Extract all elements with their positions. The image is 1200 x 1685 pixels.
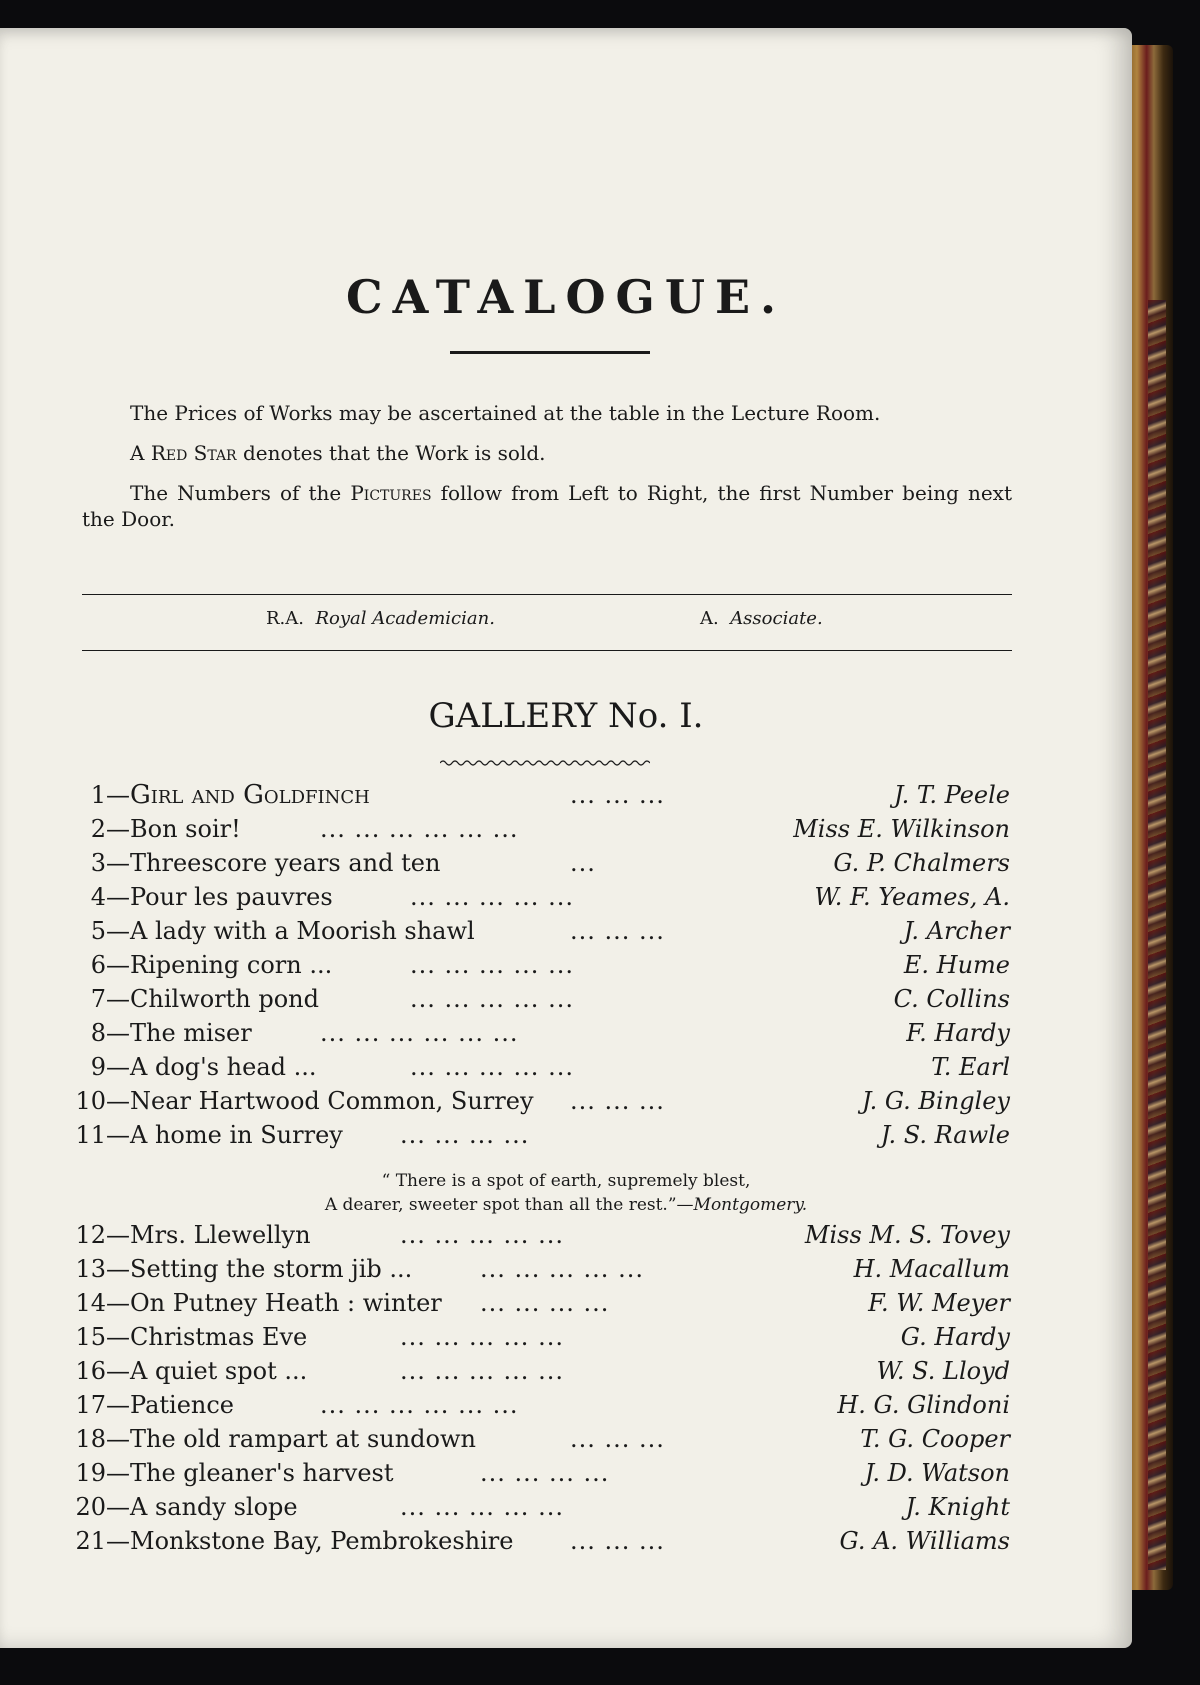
entry-artist: W. S. Lloyd xyxy=(876,1357,1010,1385)
entry-artist: J. G. Bingley xyxy=(861,1087,1010,1115)
entry-title: On Putney Heath : winter xyxy=(130,1289,442,1317)
quote-line-2: A dearer, sweeter spot than all the rest.”—Montgomery. xyxy=(324,1195,808,1215)
entry-number: 3— xyxy=(90,849,130,877)
entry-number: 17— xyxy=(75,1391,130,1419)
notice-prices xyxy=(82,400,1012,426)
entry-artist: J. D. Watson xyxy=(864,1459,1010,1487)
entry-title: The old rampart at sundown xyxy=(130,1425,476,1453)
entry-number: 11— xyxy=(75,1121,130,1149)
title-rule xyxy=(450,351,650,354)
entry-artist: T. G. Cooper xyxy=(860,1425,1010,1453)
entry-leader: ... ... ... xyxy=(570,1527,665,1555)
entry-title: Girl and Goldfinch xyxy=(130,780,370,810)
entry-artist: W. F. Yeames, A. xyxy=(814,883,1010,911)
entry-number: 7— xyxy=(90,985,130,1013)
catalogue-entry xyxy=(60,1254,1010,1284)
catalogue-entry xyxy=(60,1086,1010,1116)
entry-artist: H. G. Glindoni xyxy=(837,1391,1010,1419)
pictures-term: Pictures xyxy=(350,481,432,505)
entry-artist: C. Collins xyxy=(893,985,1010,1013)
entry-leader: ... ... ... xyxy=(570,917,665,945)
entry-artist: G. A. Williams xyxy=(839,1527,1010,1555)
catalogue-entry xyxy=(60,1492,1010,1522)
entry-title: Setting the storm jib ... xyxy=(130,1255,413,1283)
catalogue-entry xyxy=(60,814,1010,844)
entry-number: 9— xyxy=(90,1053,130,1081)
entry-leader: ... ... ... ... ... xyxy=(410,985,574,1013)
catalogue-entry xyxy=(60,984,1010,1014)
entry-title: Threescore years and ten xyxy=(130,849,441,877)
quote-author: Montgomery. xyxy=(693,1195,808,1215)
catalogue-entry xyxy=(60,1322,1010,1352)
entry-leader: ... ... ... ... xyxy=(480,1289,610,1317)
entry-leader: ... ... ... ... xyxy=(480,1459,610,1487)
entry-leader: ... ... ... xyxy=(570,1087,665,1115)
entry-number: 5— xyxy=(90,917,130,945)
entry-artist: J. Archer xyxy=(903,917,1010,945)
entry-title: A sandy slope xyxy=(130,1493,298,1521)
entry-leader: ... ... ... ... ... ... xyxy=(320,815,519,843)
entry-artist: F. W. Meyer xyxy=(868,1289,1010,1317)
entry-number: 18— xyxy=(75,1425,130,1453)
abbr-royal-academician: R.A. Royal Academician. xyxy=(266,608,495,629)
entry-number: 14— xyxy=(75,1289,130,1317)
catalogue-entry xyxy=(60,780,1010,810)
entry-artist: T. Earl xyxy=(931,1053,1010,1081)
catalogue-entry xyxy=(60,1052,1010,1082)
entry-leader: ... ... ... ... ... xyxy=(480,1255,644,1283)
quote-line-1: “ There is a spot of earth, supremely blest, xyxy=(381,1171,751,1191)
entry-leader: ... ... ... xyxy=(570,781,665,809)
catalogue-entry xyxy=(60,950,1010,980)
catalogue-entry xyxy=(60,848,1010,878)
catalogue-entry xyxy=(60,1526,1010,1556)
entry-number: 8— xyxy=(90,1019,130,1047)
entry-title: Pour les pauvres xyxy=(130,883,333,911)
catalogue-entry xyxy=(60,1356,1010,1386)
entry-leader: ... ... ... xyxy=(570,1425,665,1453)
catalogue-entry xyxy=(60,1424,1010,1454)
catalogue-entry xyxy=(60,1458,1010,1488)
entry-number: 2— xyxy=(90,815,130,843)
entry-leader: ... ... ... ... ... xyxy=(400,1323,564,1351)
entry-leader: ... ... ... ... ... ... xyxy=(320,1391,519,1419)
notice-numbering: The Numbers of the Pictures follow from Left to Right, the first Number being next the Door. xyxy=(82,481,1012,531)
catalogue-entry xyxy=(60,1390,1010,1420)
entry-number: 4— xyxy=(90,883,130,911)
gallery-heading: GALLERY No. I. xyxy=(428,696,704,736)
page-title: CATALOGUE. xyxy=(345,270,787,324)
entry-leader: ... ... ... ... ... xyxy=(400,1221,564,1249)
catalogue-entry xyxy=(60,1288,1010,1318)
catalogue-entry xyxy=(60,882,1010,912)
entry-leader: ... xyxy=(570,849,596,877)
entry-artist: Miss M. S. Tovey xyxy=(804,1221,1010,1249)
entry-artist: E. Hume xyxy=(903,951,1010,979)
entry-title: Christmas Eve xyxy=(130,1323,308,1351)
catalogue-entry xyxy=(60,1018,1010,1048)
entry-number: 21— xyxy=(75,1527,130,1555)
abbr-associate: A. Associate. xyxy=(700,608,823,629)
entry-title: A dog's head ... xyxy=(130,1053,317,1081)
entry-leader: ... ... ... ... ... xyxy=(410,1053,574,1081)
entry-title: Near Hartwood Common, Surrey xyxy=(130,1087,534,1115)
catalogue-page xyxy=(0,28,1132,1648)
entry-number: 13— xyxy=(75,1255,130,1283)
entry-title: A quiet spot ... xyxy=(130,1357,308,1385)
abbr-rule-bottom xyxy=(82,650,1012,651)
entry-artist: J. S. Rawle xyxy=(880,1121,1010,1149)
red-star-term: Red Star xyxy=(150,441,237,465)
catalogue-entry xyxy=(60,916,1010,946)
entry-artist: J. Knight xyxy=(905,1493,1010,1521)
entry-title: Bon soir! xyxy=(130,815,241,843)
entry-number: 15— xyxy=(75,1323,130,1351)
entry-artist: H. Macallum xyxy=(853,1255,1010,1283)
catalogue-entry xyxy=(60,1120,1010,1150)
entry-artist: G. Hardy xyxy=(900,1323,1010,1351)
entry-artist: Miss E. Wilkinson xyxy=(793,815,1010,843)
entry-title: A lady with a Moorish shawl xyxy=(130,917,475,945)
entry-leader: ... ... ... ... xyxy=(400,1121,530,1149)
notice-prices-text: The Prices of Works may be ascertained at the table in the Lecture Room. xyxy=(130,401,881,425)
wavy-rule xyxy=(440,759,650,767)
entry-leader: ... ... ... ... ... xyxy=(400,1357,564,1385)
entry-title: A home in Surrey xyxy=(130,1121,343,1149)
entry-number: 19— xyxy=(75,1459,130,1487)
marbled-edge xyxy=(1148,300,1166,1570)
entry-artist: J. T. Peele xyxy=(893,781,1010,809)
entry-title: Mrs. Llewellyn xyxy=(130,1221,311,1249)
abbr-rule-top xyxy=(82,594,1012,595)
notice-red-star: A Red Star denotes that the Work is sold. xyxy=(130,441,546,465)
entry-number: 10— xyxy=(75,1087,130,1115)
entry-leader: ... ... ... ... ... xyxy=(400,1493,564,1521)
entry-title: Ripening corn ... xyxy=(130,951,333,979)
entry-artist: F. Hardy xyxy=(906,1019,1010,1047)
entry-title: Monkstone Bay, Pembrokeshire xyxy=(130,1527,514,1555)
entry-number: 6— xyxy=(90,951,130,979)
entry-artist: G. P. Chalmers xyxy=(833,849,1010,877)
entry-leader: ... ... ... ... ... ... xyxy=(320,1019,519,1047)
entry-title: The miser xyxy=(130,1019,252,1047)
entry-title: The gleaner's harvest xyxy=(130,1459,394,1487)
entry-title: Chilworth pond xyxy=(130,985,319,1013)
entry-number: 1— xyxy=(90,781,130,809)
entry-title: Patience xyxy=(130,1391,235,1419)
entry-number: 20— xyxy=(75,1493,130,1521)
catalogue-entry xyxy=(60,1220,1010,1250)
entry-number: 16— xyxy=(75,1357,130,1385)
entry-leader: ... ... ... ... ... xyxy=(410,951,574,979)
entry-number: 12— xyxy=(75,1221,130,1249)
entry-leader: ... ... ... ... ... xyxy=(410,883,574,911)
